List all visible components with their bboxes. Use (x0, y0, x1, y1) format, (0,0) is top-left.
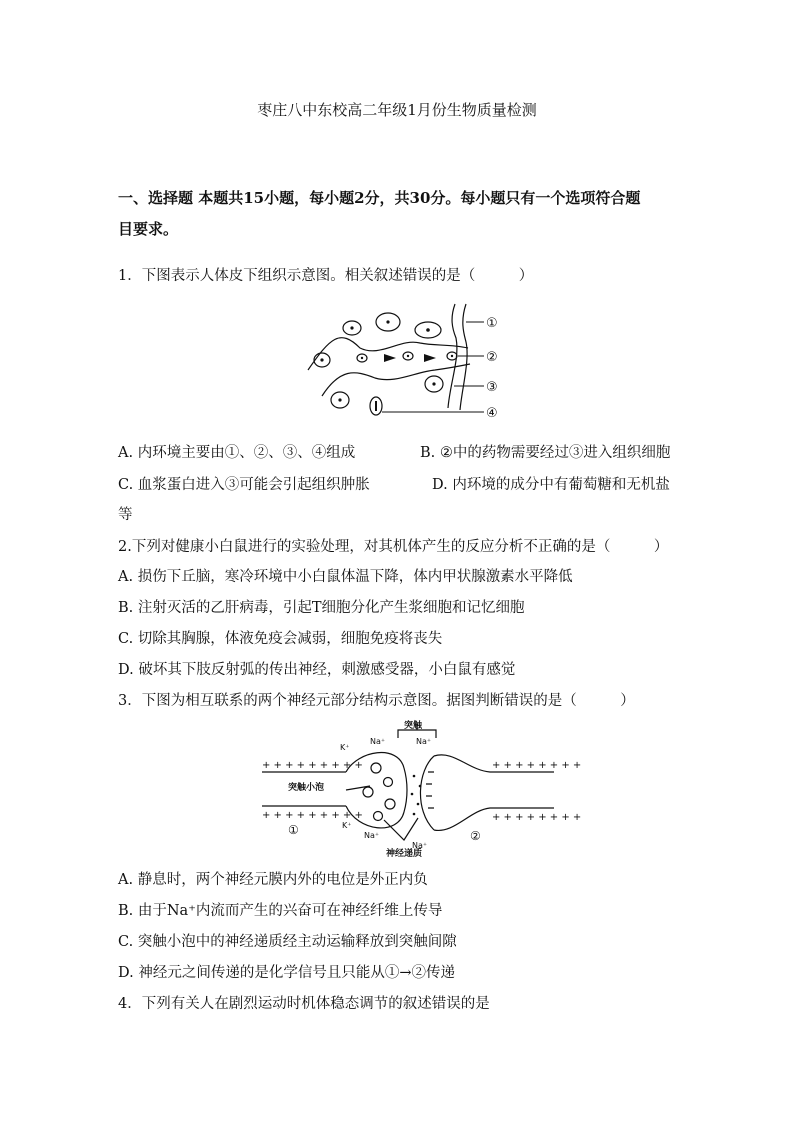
q1-option-d-continued: 等 (118, 507, 133, 523)
na-label-bottom: Na⁺ (364, 831, 380, 840)
svg-text:+ + + + + + + + +: + + + + + + + + + (262, 760, 363, 771)
synapse-label: 突触 (404, 721, 423, 731)
q2-option-b: B. 注射灭活的乙肝病毒，引起T细胞分化产生浆细胞和记忆细胞 (118, 600, 525, 616)
na-label-top: Na⁺ (370, 737, 386, 746)
page-title: 枣庄八中东校高二年级1月份生物质量检测 (257, 101, 537, 119)
q1-option-a: A. 内环境主要由①、②、③、④组成 (118, 445, 356, 461)
k-label-bottom: K⁺ (342, 821, 352, 830)
q3-option-d: D. 神经元之间传递的是化学信号且只能从①→②传递 (118, 965, 455, 981)
label-3: ③ (486, 380, 498, 395)
question-3-stem: 3．下图为相互联系的两个神经元部分结构示意图。据图判断错误的是（ ） (118, 693, 635, 709)
svg-text:+ + + + + + + + +: + + + + + + + + + (262, 810, 363, 821)
neuron-2-label: ② (470, 829, 481, 843)
question-2-stem: 2.下列对健康小白鼠进行的实验处理，对其机体产生的反应分析不正确的是（ ） (118, 539, 669, 555)
transmitter-label: 神经递质 (386, 849, 423, 859)
q2-option-a: A. 损伤下丘脑，寒冷环境中小白鼠体温下降，体内甲状腺激素水平降低 (118, 569, 573, 585)
svg-text:+ + + + + + + +: + + + + + + + + (492, 812, 582, 823)
svg-text:+ + + + + + + +: + + + + + + + + (492, 760, 582, 771)
k-label-top: K⁺ (340, 743, 350, 752)
label-4: ④ (486, 406, 498, 421)
question-4-stem: 4．下列有关人在剧烈运动时机体稳态调节的叙述错误的是 (118, 996, 490, 1012)
vesicle-label: 突触小泡 (288, 783, 325, 793)
skin-tissue-diagram (300, 298, 510, 424)
q1-option-b: B. ②中的药物需要经过③进入组织细胞 (420, 445, 671, 461)
na-label-post-bottom: Na⁺ (412, 841, 428, 850)
section-heading: 一、选择题 本题共15小题，每小题2分，共30分。每小题只有一个选项符合题 (118, 189, 641, 207)
label-2: ② (486, 350, 498, 365)
q1-option-c: C. 血浆蛋白进入③可能会引起组织肿胀 (118, 477, 370, 493)
q3-option-c: C. 突触小泡中的神经递质经主动运输释放到突触间隙 (118, 934, 457, 950)
na-label-post-top: Na⁺ (416, 737, 432, 746)
q1-option-d: D. 内环境的成分中有葡萄糖和无机盐 (432, 477, 670, 493)
q3-option-a: A. 静息时，两个神经元膜内外的电位是外正内负 (118, 872, 428, 888)
synapse-diagram (258, 720, 582, 860)
q2-option-c: C. 切除其胸腺，体液免疫会减弱，细胞免疫将丧失 (118, 631, 443, 647)
question-1-stem: 1．下图表示人体皮下组织示意图。相关叙述错误的是（ ） (118, 268, 534, 284)
label-1: ① (486, 316, 498, 331)
q3-option-b: B. 由于Na⁺内流而产生的兴奋可在神经纤维上传导 (118, 903, 443, 919)
section-heading-continued: 目要求。 (118, 220, 179, 238)
neuron-1-label: ① (288, 823, 299, 837)
q2-option-d: D. 破坏其下肢反射弧的传出神经，刺激感受器，小白鼠有感觉 (118, 662, 516, 678)
